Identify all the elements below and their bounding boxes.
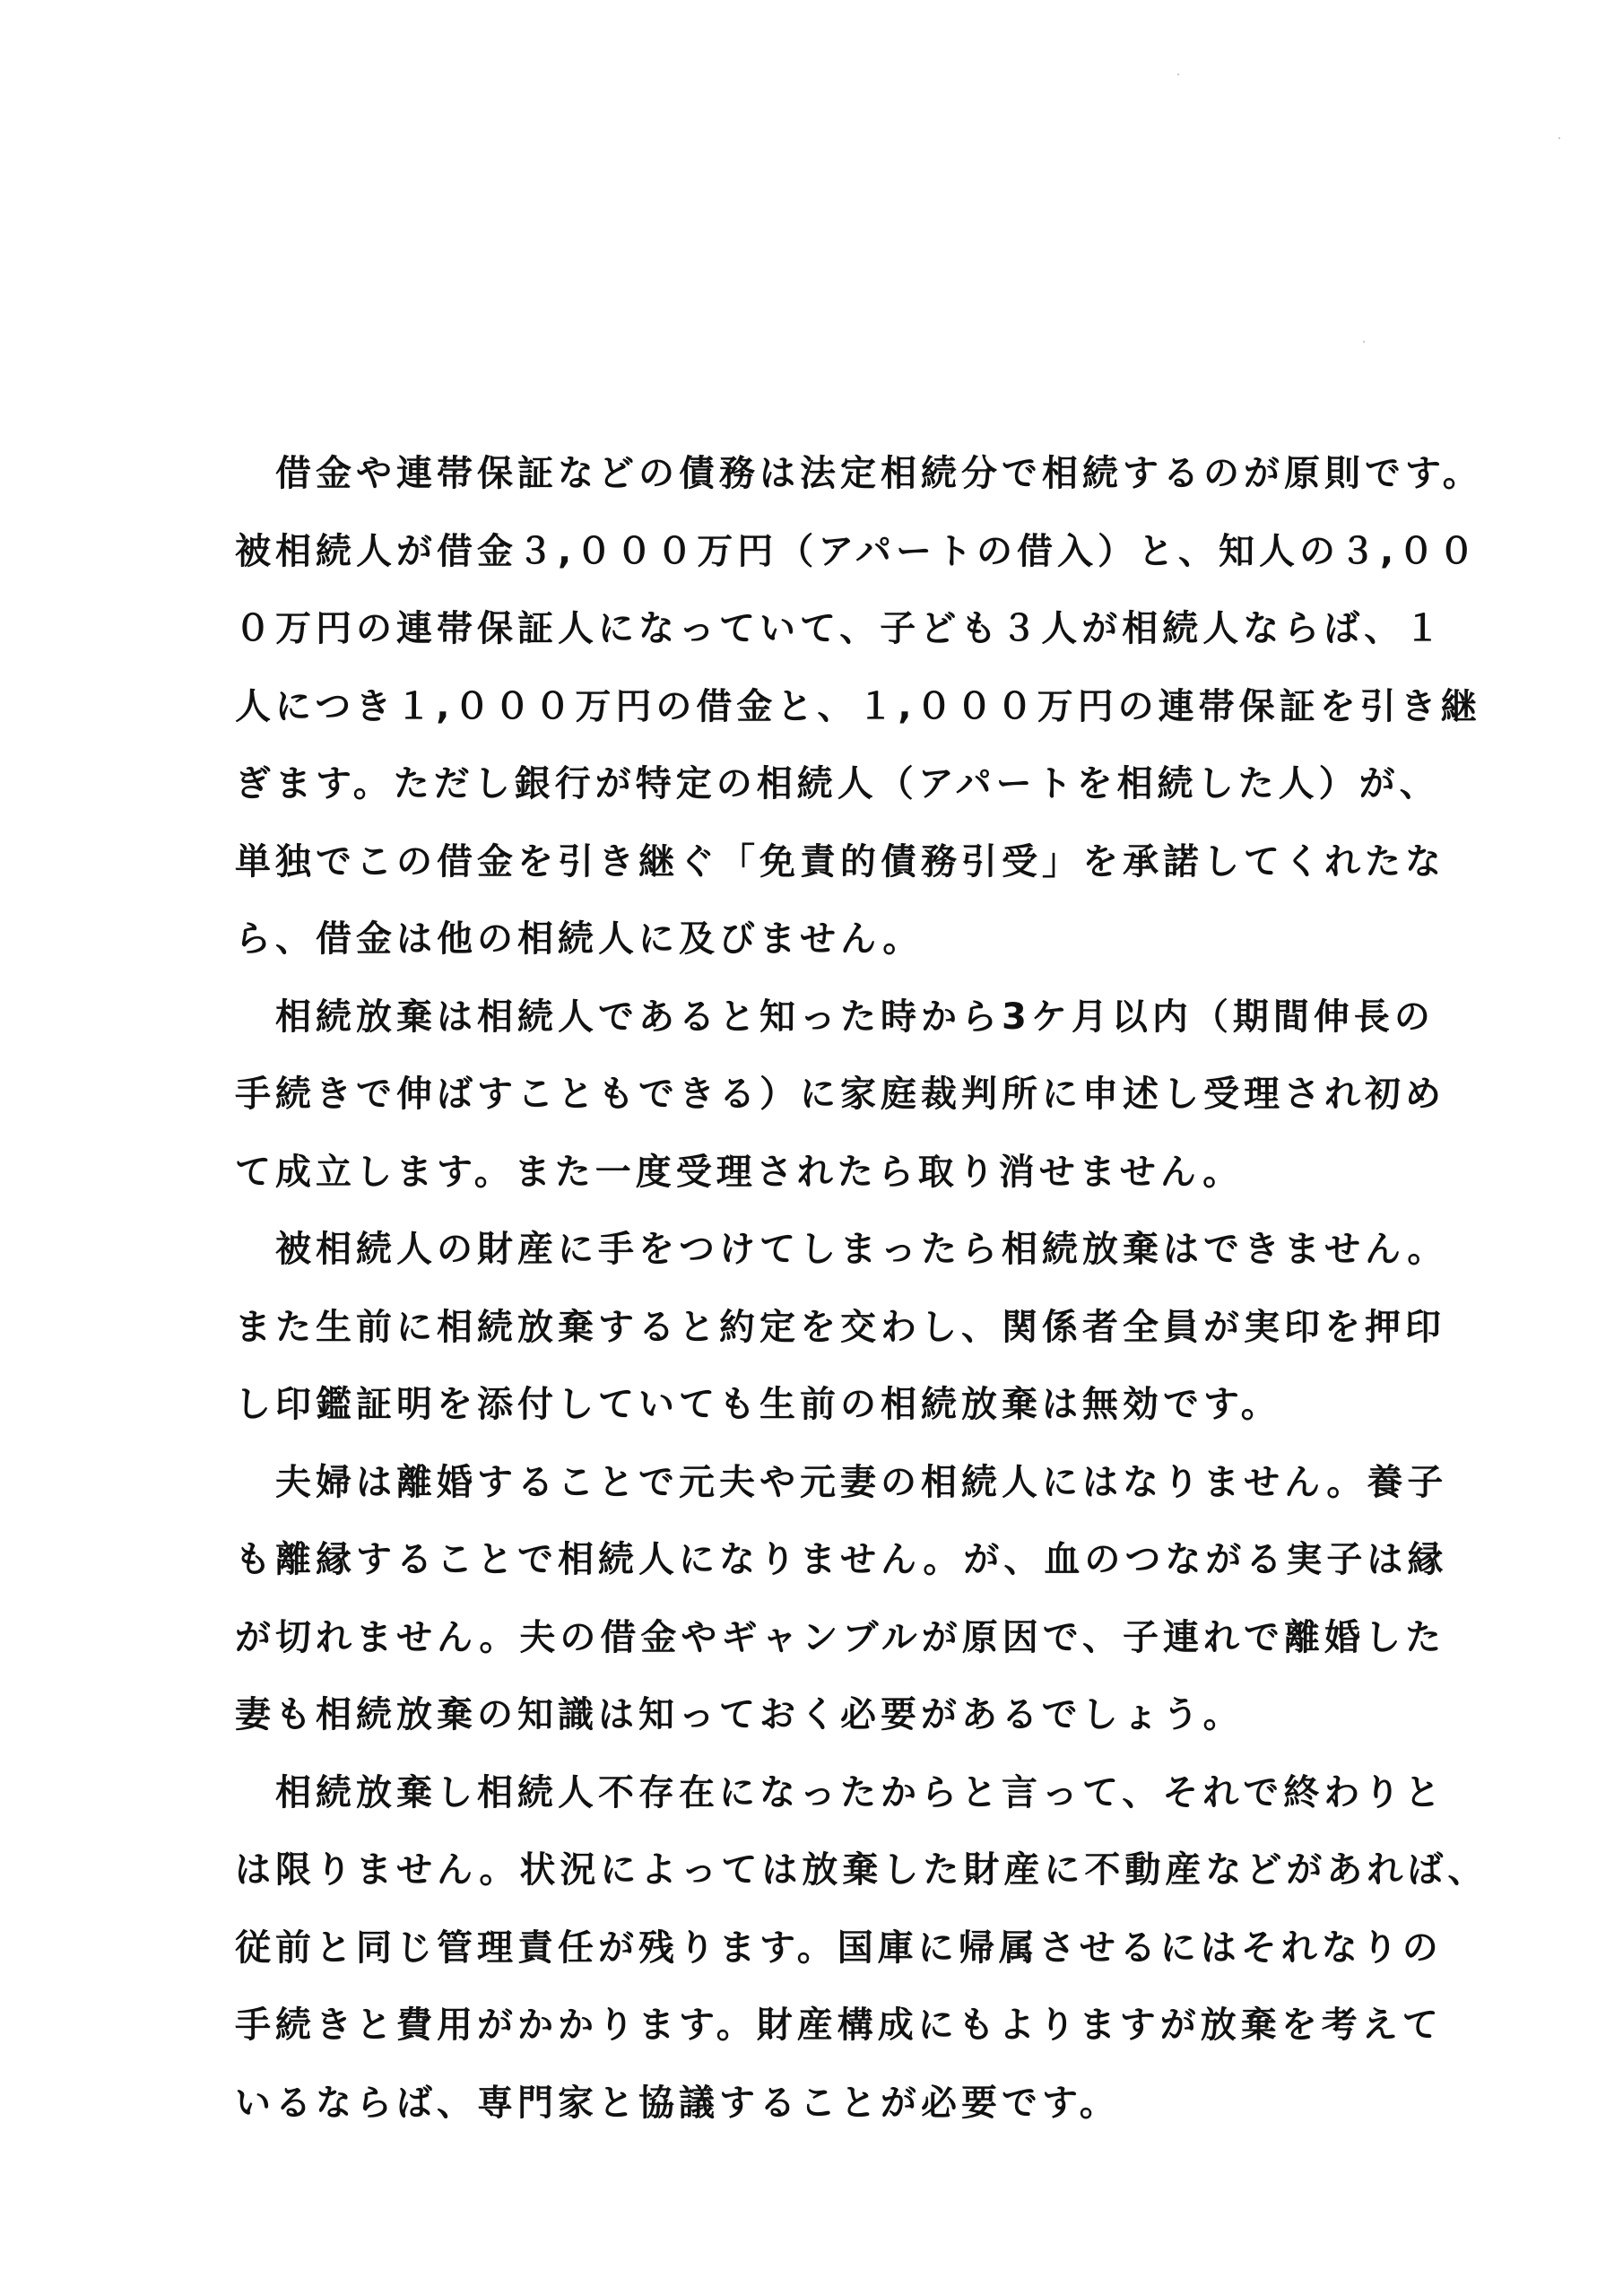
text-line: が切れません。夫の借金やギャンブルが原因で、子連れで離婚した [235, 1616, 1445, 1658]
text-line: ぎます。ただし銀行が特定の相続人（アパートを相続した人）が、 [235, 763, 1440, 804]
text-line: て成立します。また一度受理されたら取り消せません。 [235, 1151, 1244, 1193]
text-line: ら、借金は他の相続人に及びません。 [235, 918, 924, 960]
text-line: し印鑑証明を添付していても生前の相続放棄は無効です。 [235, 1384, 1281, 1425]
text-line: 妻も相続放棄の知識は知っておく必要があるでしょう。 [235, 1694, 1244, 1735]
document-body [235, 435, 1488, 2142]
text-line: 人につき１,０００万円の借金と、１,０００万円の連帯保証を引き継 [235, 685, 1481, 727]
text-line: 従前と同じ管理責任が残ります。国庫に帰属させるにはそれなりの [235, 1926, 1443, 1969]
text-line: も離縁することで相続人になりません。が、血のつながる実子は縁 [235, 1539, 1448, 1580]
text-line: 単独でこの借金を引き継ぐ「免責的債務引受」を承諾してくれたな [235, 840, 1445, 883]
text-line: いるならば、専門家と協議することが必要です。 [235, 2082, 1120, 2124]
scan-speck [1177, 74, 1179, 75]
text-line: 相続放棄し相続人不存在になったからと言って、それで終わりと [235, 1771, 1445, 1813]
text-line: 被相続人が借金３,０００万円（アパートの借入）と、知人の３,００ [235, 530, 1480, 572]
text-line: 手続きで伸ばすこともできる）に家庭裁判所に申述し受理され初め [235, 1074, 1445, 1115]
text-line: 夫婦は離婚することで元夫や元妻の相続人にはなりません。養子 [235, 1461, 1448, 1503]
text-line: ０万円の連帯保証人になっていて、子ども３人が相続人ならば、１ [235, 608, 1445, 649]
scan-speck [1558, 137, 1560, 139]
scan-speck [1363, 341, 1365, 343]
text-line: 被相続人の財産に手をつけてしまったら相続放棄はできません。 [235, 1229, 1448, 1270]
text-line: 借金や連帯保証などの債務は法定相続分で相続するのが原則です。 [235, 453, 1483, 494]
text-line: 手続きと費用がかかります。財産構成にもよりますが放棄を考えて [235, 2005, 1443, 2046]
text-line: また生前に相続放棄すると約定を交わし、関係者全員が実印を押印 [235, 1306, 1445, 1348]
text-line: 相続放棄は相続人であると知った時から3ケ月以内（期間伸長の [235, 996, 1435, 1038]
text-line: は限りません。状況によっては放棄した財産に不動産などがあれば、 [235, 1849, 1488, 1891]
